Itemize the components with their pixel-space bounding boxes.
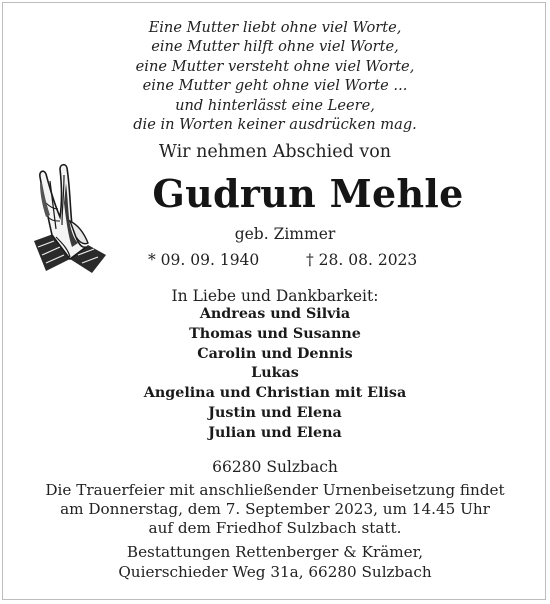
poem-line: eine Mutter geht ohne viel Worte ... — [142, 77, 408, 95]
deceased-name: Gudrun Mehle — [152, 171, 464, 216]
funeral-notice-line: Die Trauerfeier mit anschließender Urnenbeisetzung findet — [45, 481, 505, 499]
birth-date: * 09. 09. 1940 — [148, 251, 260, 269]
mourner-entry: Angelina und Christian mit Elisa — [143, 385, 407, 402]
poem-line: eine Mutter versteht ohne viel Worte, — [135, 57, 415, 75]
mourner-list — [0, 305, 550, 444]
poem-line: Eine Mutter liebt ohne viel Worte, — [148, 19, 402, 36]
undertaker-info — [0, 543, 550, 582]
funeral-notice-line: am Donnerstag, dem 7. September 2023, um 14.45 Uhr — [60, 500, 490, 519]
poem — [0, 18, 550, 134]
undertaker-name: Bestattungen Rettenberger & Krämer, — [126, 543, 424, 561]
mourner-entry: Andreas und Silvia — [199, 306, 351, 322]
undertaker-address: Quierschieder Weg 31a, 66280 Sulzbach — [118, 562, 432, 581]
maiden-name: geb. Zimmer — [234, 225, 336, 243]
funeral-notice — [0, 481, 550, 539]
farewell-intro: Wir nehmen Abschied von — [158, 142, 392, 162]
mourner-entry: Thomas und Susanne — [189, 325, 361, 342]
family-location: 66280 Sulzbach — [212, 458, 338, 476]
mourner-entry: Justin und Elena — [208, 404, 342, 421]
gratitude-line: In Liebe und Dankbarkeit: — [171, 287, 379, 305]
mourner-entry: Lukas — [251, 365, 299, 382]
funeral-notice-line: auf dem Friedhof Sulzbach statt. — [148, 519, 402, 538]
mourner-entry: Carolin und Dennis — [197, 345, 353, 362]
death-date: † 28. 08. 2023 — [306, 251, 418, 269]
praying-hands-icon — [26, 163, 110, 275]
poem-line: und hinterlässt eine Leere, — [175, 96, 375, 114]
mourner-entry: Julian und Elena — [208, 424, 342, 441]
poem-line: die in Worten keiner ausdrücken mag. — [133, 116, 417, 134]
poem-line: eine Mutter hilft ohne viel Worte, — [151, 38, 399, 56]
